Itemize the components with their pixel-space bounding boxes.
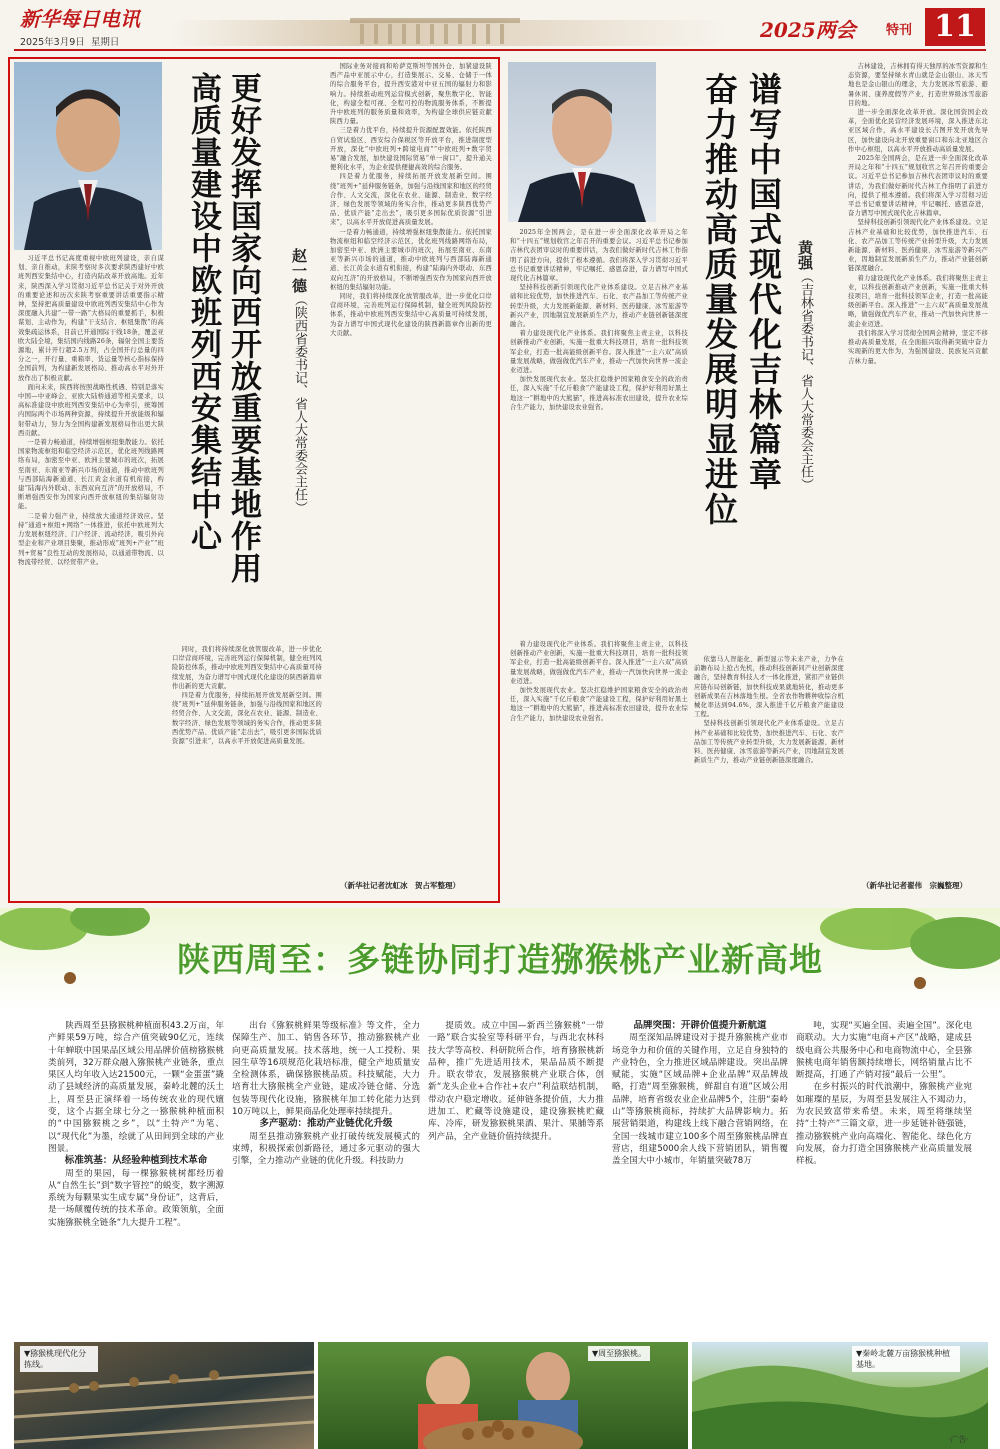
weekday-text: 星期日: [90, 37, 120, 48]
great-hall-illustration: [170, 14, 730, 46]
left-col-3: [330, 62, 492, 862]
feature-sub-3: 品牌突围：开辟价值提升新航道: [633, 1020, 767, 1031]
feature-col-4: [612, 1020, 788, 1342]
feature-col-5-text: 吨，实现“买遍全国、卖遍全国”。深化电商联动。大力实施“电商+产区”战略，建成县级电商公共服务中心和电商物流中心，全县猕猴桃电商年销售额持续增长，网络销量占比不断提高，打通了产销对接“最后一公里”。: [796, 1021, 972, 1081]
author-portrait-zhao: [14, 62, 162, 250]
right-title-main: 谱写中国式现代化吉林篇章: [744, 72, 783, 492]
author-portrait-huang: [508, 62, 656, 222]
photo-farmers-kiwi: [318, 1342, 688, 1449]
left-col-3d-text: 一是着力畅通道，持续增强枢纽集散能力。依托国家物流枢纽和临空经济示范区，优化班列线路网络布局，加密至中亚、欧洲主要城市的班次，拓展至南亚、东南亚等新兴市场的通道，推动中欧班列与西部陆海新通道、长江黄金水道有机衔接，构建“陆海内外联动、东西双向互济”的开放格局，不断增强西安作为国家向西开放枢纽的集结辐射功能。: [330, 228, 492, 291]
left-col-3e-text: 同时，我们将持续深化放管服改革，进一步优化口岸营商环境，完善班列运行保障机制，健全班列风险防控体系，推动中欧班列西安集结中心高质量可持续发展，为奋力谱写中国式现代化建设的陕西新篇章作出新的更大贡献。: [330, 293, 492, 337]
left-col-2: [172, 645, 322, 895]
left-author-name: 赵一德: [290, 248, 308, 293]
section-tag: 特刊: [886, 23, 913, 38]
right-col-4c-text: 2025年全国两会，是在进一步全面深化改革开局之年和“十四五”规划收官之年召开的重要会议。习近平总书记参加吉林代表团审议时的重要讲话，为我们做好新时代吉林工作指明了前进方向，提供了根本遵循。我们将深入学习贯彻习近平总书记重要讲话精神，牢记嘱托、感恩奋进，奋力谱写中国式现代化吉林篇章。: [848, 155, 988, 218]
feature-col-4-text: 周至深知品牌建设对于提升猕猴桃产业市场竞争力和价值的关键作用，立足自身独特的产业特色，全力推进区域品牌建设。突出品牌赋能，实施“区域品牌+企业品牌”双品牌战略，打造“周至猕猴桃，鲜甜自有道”区域公用品牌，培育省级农业企业品牌5个，注册“秦岭山”等猕猴桃商标，持续扩大品牌影响力。拓展营销渠道，构建线上线下融合营销网络，在全国一线城市建立100多个周至猕猴桃品牌直营店，组建5000余人线下营销团队，销售覆盖全国大中小城市，年销量突破78万: [612, 1033, 788, 1167]
right-col-3-text: 依靠马人智能化、新型显示等未来产业，力争在前瞻布局上抢占先机，推动科技创新同产业创新深度融合，坚持教育科技人才一体化推进，紧扣产业链供应链布局创新链，加快科技成果就地转化，推动更多创新成果在吉林落地生根。全省农作物耕种收综合机械化率达到94.6%，深入推进千亿斤粮食产能建设工程。: [694, 656, 844, 719]
left-title-sub: 高质量建设中欧班列西安集结中心: [185, 72, 221, 552]
right-col-2: [510, 640, 688, 890]
right-author: [796, 240, 814, 580]
left-title-main: 更好发挥国家向西开放重要基地作用: [225, 72, 261, 584]
feature-col-2-text: 出台《猕猴桃鲜果等级标准》等文件，全力保障生产、加工、销售各环节，推动猕猴桃产业向更高质量发展。技术落地，统一人工授粉、果园生草等16项规范化栽培标准，健全产地质量安全检测体系，确保猕猴桃品质。科技赋能，大力培育壮大猕猴桃全产业链，建成冷链仓储、分选包装等现代化设施，猕猴桃年加工转化能力达到10万吨以上，鲜果商品化处理率持续提升。: [232, 1021, 420, 1118]
right-col-4d-text: 坚持科技创新引领现代化产业体系建设。立足吉林产业基础和比较优势，加快推进汽车、石化、农产品加工等传统产业转型升级，大力发展新能源、新材料、医药健康、冰雪旅游等新兴产业，因地制宜发展新质生产力，推动产业链创新链深度融合。: [848, 219, 988, 273]
feature-col-2: [232, 1020, 420, 1342]
right-col-4e-text: 着力建设现代化产业体系。我们将聚焦主责主业，以科技创新推动产业创新，实施一批重大科技项目，培育一批科技领军企业，打造一批高能级创新平台。深入推进“一主六双”高质量发展战略，做强做优汽车产业，推动一汽加快向世界一流企业迈进。: [848, 274, 988, 328]
left-col-3b-text: 三是着力优平台，持续提升资源配置效能。依托陕西自贸试验区、西安综合保税区等开放平台，推进制度型开放，深化“中欧班列+跨境电商”“中欧班列+数字贸易”融合发展，加快建设国际贸易“单一窗口”，提升通关便利化水平，为企业提供便捷高效的综合服务。: [330, 127, 492, 172]
right-col-1: [510, 228, 688, 640]
right-col-1-text: 2025年全国两会，是在进一步全面深化改革开局之年和“十四五”规划收官之年召开的重要会议。习近平总书记参加吉林代表团审议时的重要讲话，为我们做好新时代吉林工作指明了前进方向，提供了根本遵循。我们将深入学习贯彻习近平总书记重要讲话精神，牢记嘱托、感恩奋进，奋力谱写中国式现代化吉林篇章。: [510, 229, 688, 283]
feature-col-1: [48, 1020, 224, 1342]
left-col-1b-text: 面向未来，陕西将按照战略性机遇、特别是落实中国—中亚峰会、亚欧大陆桥通道等相关要求，以高标准建设中欧班列西安集结中心为牵引，统筹国内国际两个市场两种资源，持续提升开放能级和辐射带动力，努力为全国构建新发展格局作出更大陕西贡献。: [18, 383, 164, 437]
feature-col-2b-text: 周至县推动猕猴桃产业打破传统发展模式的束缚，积极探索创新路径，通过多元驱动的强大引擎，全力推动产业链的优化升级。科技助力: [232, 1131, 420, 1167]
left-col-4-text: 四是着力优服务，持续拓展开放发展新空间。围绕“班列+”延伸服务链条，加强与沿线国家和地区的经贸合作、人文交流，深化在农业、能源、制造业、数字经济、绿色发展等领域的务实合作，推动更多陕西优势产品、优质产能“走出去”，吸引更多国际优质资源“引进来”，以高水平开放促进高质量发展。: [172, 692, 322, 746]
caption-planting-base: ▼秦岭北麓万亩猕猴桃种植基地。: [852, 1346, 960, 1372]
right-col-4b-text: 进一步全面深化改革开放。深化国资国企改革，全面优化民营经济发展环境，深入推进东北亚区域合作，高水平建设长吉图开发开放先导区，加快建设向北开放重要窗口和东北亚地区合作中心枢纽，以高水平开放推动高质量发展。: [848, 109, 988, 153]
right-author-title: （吉林省委书记、省人大常委会主任）: [798, 270, 813, 491]
right-col-2-text: 着力建设现代化产业体系。我们将聚焦主责主业，以科技创新推动产业创新，实施一批重大科技项目，培育一批科技领军企业，打造一批高能级创新平台。深入推进“一主六双”高质量发展战略，做强做优汽车产业，推动一汽加快向世界一流企业迈进。: [510, 330, 688, 375]
feature-col-3-text: 提质效。成立中国—新西兰猕猴桃“一带一路”联合实验室等科研平台，与西北农林科技大学等高校、科研院所合作，培育猕猴桃新品种，推广先进适用技术，果品品质不断提升。联农带农，发展猕猴桃产业联合体，创新“龙头企业+合作社+农户”利益联结机制，带动农户稳定增收。延伸链条提价值，大力推进加工、贮藏等设施建设，建设猕猴桃贮藏库、冷库，研发猕猴桃果酒、果汁、果脯等系列产品，全产业链价值持续提升。: [428, 1021, 604, 1142]
date-text: 2025年3月9日: [20, 37, 85, 48]
feature-col-5b-text: 在乡村振兴的时代浪潮中，猕猴桃产业宛如璀璨的星辰，为周至县发展注入不竭动力，为农民致富带来希望。未来，周至将继续坚持“土特产”三篇文章，进一步延链补链强链，推动猕猴桃产业向高端化、智能化、绿色化方向发展，奋力打造全国猕猴桃产业高质量发展样板。: [796, 1082, 972, 1167]
right-col-3: [694, 655, 844, 891]
ad-mark: ·广告·: [948, 1435, 970, 1444]
masthead: 新华每日电讯: [20, 7, 140, 31]
page-header: [0, 0, 1000, 52]
right-author-name: 黄强: [796, 240, 814, 270]
left-col-2b-text: 二是着力强产业，持续放大通道经济效应。坚持“通道+枢纽+网络”一体推进，依托中欧班列大力发展枢纽经济、门户经济、流动经济，吸引外向型企业和产业项目集聚，推动形成“班列+产业”“班列+贸易”良性互动的发展格局，以通道带物流、以物流带经贸、以经贸带产业。: [18, 512, 164, 566]
left-col-4b-text: 同时，我们将持续深化放管服改革，进一步优化口岸营商环境，完善班列运行保障机制，健全班列风险防控体系，推动中欧班列西安集结中心高质量可持续发展，为奋力谱写中国式现代化建设的陕西新篇章作出新的更大贡献。: [172, 646, 322, 690]
left-col-3-text: 国际业务对接商和哈萨克斯坦等国外仓、加紧建设陕西产品中亚展示中心，打造集展示、交易、仓储于一体的综合服务平台，提升西安港对中亚五国的辐射力和影响力。持续推动班列运营模式创新，聚焦数字化、智能化，构建全程可视、全程可控的物流服务体系，不断提升中欧班列的服务质量和效率，为构建全球供应链贡献陕西力量。: [330, 63, 492, 126]
feature-sub-1: 标准筑基：从经验种植到技术革命: [64, 1155, 208, 1167]
left-credit: （新华社记者沈虹冰 贺占军整理）: [340, 881, 460, 890]
left-col-2-text: 一是着力畅通道，持续增强枢纽集散能力。依托国家物流枢纽和临空经济示范区，优化班列线路网络布局，加密至中亚、欧洲主要城市的班次，拓展至南亚、东南亚等新兴市场的通道，推动中欧班列与西部陆海新通道、长江黄金水道有机衔接，构建“陆海内外联动、东西双向互济”的开放格局，不断增强西安作为国家向西开放枢纽的集结辐射功能。: [18, 439, 164, 511]
right-credit: （新华社记者翟伟 宗巍整理）: [862, 881, 967, 890]
right-title-sub: 奋力推动高质量发展明显进位: [700, 72, 739, 527]
feature-banner: [0, 908, 1000, 1010]
right-col-1b-text: 坚持科技创新引领现代化产业体系建设。立足吉林产业基础和比较优势，加快推进汽车、石化、农产品加工等传统产业转型升级，大力发展新能源、新材料、医药健康、冰雪旅游等新兴产业，因地制宜发展新质生产力，推动产业链创新链深度融合。: [510, 284, 688, 329]
feature-col-5: [796, 1020, 972, 1342]
left-col-3c-text: 四是着力优服务，持续拓展开放发展新空间。围绕“班列+”延伸服务链条，加强与沿线国家和地区的经贸合作、人文交流，深化在农业、能源、制造业、数字经济、绿色发展等领域的务实合作，推动更多陕西优势产品、优质产能“走出去”，吸引更多国际优质资源“引进来”，以高水平开放促进高质量发展。: [330, 173, 492, 227]
right-col-1c-text: 着力建设现代化产业体系。我们将聚焦主责主业，以科技创新推动产业创新，实施一批重大科技项目，培育一批科技领军企业，打造一批高能级创新平台。深入推进“一主六双”高质量发展战略，做强做优汽车产业，推动一汽加快向世界一流企业迈进。: [510, 641, 688, 685]
feature-sub-2: 多产驱动：推动产业链优化升级: [259, 1118, 393, 1130]
right-col-3b-text: 坚持科技创新引领现代化产业体系建设。立足吉林产业基础和比较优势，加快推进汽车、石化、农产品加工等传统产业转型升级，大力发展新能源、新材料、医药健康、冰雪旅游等新兴产业，因地制宜发展新质生产力，推动产业链创新链深度融合。: [694, 720, 844, 765]
page-number: 11: [925, 8, 985, 46]
section-title: [760, 14, 856, 43]
right-col-1d-text: 加快发展现代农业。坚决扛稳维护国家粮食安全的政治责任，深入实施“千亿斤粮食”产能建设工程，保护好利用好黑土地这一“耕地中的大熊猫”，推进高标准农田建设，提升农业综合生产能力，加快建设农业强省。: [510, 687, 688, 722]
caption-sorting-line: ▼猕猴桃现代化分拣线。: [20, 1346, 98, 1372]
feature-headline: 陕西周至：多链协同打造猕猴桃产业新高地: [177, 940, 823, 979]
left-col-1-text: 习近平总书记高度重视中欧班列建设，亲自谋划、亲自推动，来陕考察时多次要求陕西建好中欧班列西安集结中心，打造内陆改革开放高地。近年来，陕西深入学习贯彻习近平总书记关于对外开放的重要论述和历次来陕考察重要讲话重要指示精神，坚持把高质量建设中欧班列西安集结中心作为深度融入共建“一带一路”大格局的重要抓手，积极谋划、主动作为，构建“干支结合、枢纽集散”的高效集疏运体系，目前已开通国际干线18条，覆盖亚欧大陆全境，集结国内线路26条，辐射全国主要货源地，累计开行超2.5万列，占全国开行总量的四分之一，开行量、重箱率、货运量等核心指标保持全国前列，为构建新发展格局、推动高水平对外开放作出了积极贡献。: [18, 255, 164, 382]
photo-planting-base: [692, 1342, 988, 1449]
feature-col-1-text: 陕西周至县猕猴桃种植面积43.2万亩，年产鲜果59万吨，综合产值突破90亿元，连续十年蝉联中国果品区域公用品牌价值榜猕猴桃类前列，32万群众融入猕猴桃产业链条，重点果区人均年收入达21500元，一颗“金蛋蛋”撬动了县域经济的高质量发展，秦岭北麓的沃土上，周至县正演绎着一场传统农业的现代嬗变，这个占据全球七分之一猕猴桃种植面积的“中国猕猴桃之乡”，以“土特产”为笔、以“现代化”为墨，绘就了从田间到全球的产业图景。: [48, 1021, 224, 1154]
left-col-1: [18, 254, 164, 894]
right-col-2b-text: 加快发展现代农业。坚决扛稳维护国家粮食安全的政治责任，深入实施“千亿斤粮食”产能建设工程，保护好利用好黑土地这一“耕地中的大熊猫”，推进高标准农田建设，提升农业综合生产能力，加快建设农业强省。: [510, 376, 688, 411]
caption-kiwi: ▼周至猕猴桃。: [588, 1346, 650, 1361]
left-author: [290, 248, 308, 628]
header-rule: [14, 49, 986, 51]
feature-col-3: [428, 1020, 604, 1342]
section-year: 2025: [760, 18, 816, 42]
right-col-4-text: 吉林建设，吉林拥有得天独厚的冰雪资源和生态资源，要坚持绿水青山就是金山银山、冰天雪地也是金山银山的理念，大力发展冰雪旅游、避暑休闲、康养度假等产业，打造世界级冰雪旅游目的地。: [848, 63, 988, 107]
photo-sorting-line: [14, 1342, 314, 1449]
right-col-4: [848, 62, 988, 872]
issue-date: [20, 34, 119, 48]
right-col-4f-text: 我们将深入学习贯彻全国两会精神，坚定不移推动高质量发展，在全面振兴取得新突破中奋力实现新的更大作为，为强国建设、民族复兴贡献吉林力量。: [848, 329, 988, 365]
left-author-title: （陕西省委书记、省人大常委会主任）: [292, 293, 307, 514]
section-name: 两会: [815, 18, 856, 42]
feature-col-1b-text: 周至的果园，每一棵猕猴桃树都经历着从“自然生长”到“数字管控”的蜕变，数字溯源系统为每颗果实生成专属“身份证”，这背后，是一场颠覆传统的技术革命。政策领航，全面实施猕猴桃全链条“九大提升工程”。: [48, 1168, 224, 1228]
